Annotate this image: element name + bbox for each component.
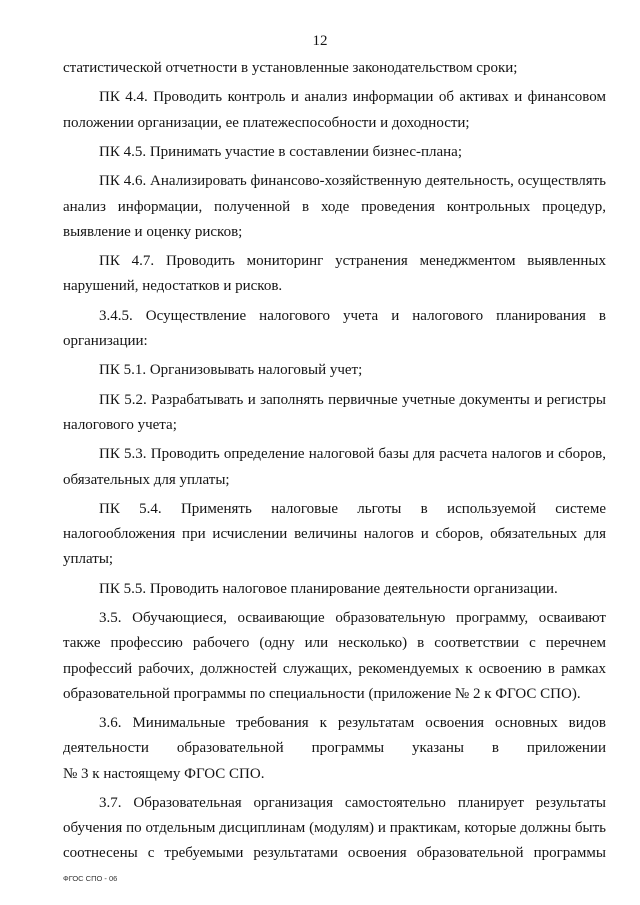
text-line: соотнесены с требуемыми результатами освоения образовательной программы	[63, 845, 606, 862]
document-body	[63, 56, 606, 871]
text-line: анализ информации, полученной в ходе проведения контрольных процедур,	[63, 198, 606, 215]
paragraph	[63, 388, 606, 438]
paragraph	[63, 56, 606, 81]
text-line: ПК 4.4. Проводить контроль и анализ информации об активах и финансовом	[99, 89, 606, 106]
text-line: ПК 4.7. Проводить мониторинг устранения менеджментом выявленных	[99, 253, 606, 270]
text-line: ПК 4.6. Анализировать финансово-хозяйственную деятельность, осуществлять	[99, 173, 606, 190]
text-line: ПК 5.2. Разрабатывать и заполнять первичные учетные документы и регистры	[99, 391, 606, 408]
text-line: также профессию рабочего (одну или несколько) в соответствии с перечнем	[63, 635, 606, 652]
text-line: обязательных для уплаты;	[63, 471, 230, 488]
text-line: уплаты;	[63, 551, 114, 568]
text-line: профессий рабочих, должностей служащих, рекомендуемых к освоению в рамках	[63, 660, 606, 677]
paragraph	[63, 791, 606, 867]
text-line: 3.5. Обучающиеся, осваивающие образовательную программу, осваивают	[99, 610, 606, 627]
paragraph	[63, 358, 606, 383]
paragraph	[63, 711, 606, 787]
text-line: налогового учета;	[63, 416, 177, 433]
page-number: 12	[312, 33, 328, 49]
paragraph	[63, 606, 606, 707]
text-line: положении организации, ее платежеспособности и доходности;	[63, 114, 470, 131]
text-line: ПК 5.3. Проводить определение налоговой базы для расчета налогов и сборов,	[99, 446, 606, 463]
text-line: обучения по отдельным дисциплинам (модулям) и практикам, которые должны быть	[63, 820, 606, 837]
paragraph	[63, 442, 606, 492]
paragraph	[63, 249, 606, 299]
text-line: нарушений, недостатков и рисков.	[63, 278, 283, 295]
text-line: № 3 к настоящему ФГОС СПО.	[63, 765, 265, 782]
text-line: налогообложения при исчислении величины налогов и сборов, обязательных для	[63, 526, 606, 543]
text-line: 3.6. Минимальные требования к результатам освоения основных видов	[99, 715, 606, 732]
paragraph	[63, 140, 606, 165]
text-line: ПК 5.5. Проводить налоговое планирование деятельности организации.	[99, 580, 558, 597]
text-line: организации:	[63, 332, 148, 349]
paragraph	[63, 577, 606, 602]
paragraph	[63, 497, 606, 573]
text-line: ПК 5.1. Организовывать налоговый учет;	[99, 362, 363, 379]
text-line: 3.4.5. Осуществление налогового учета и налогового планирования в	[99, 307, 606, 324]
text-line: ПК 5.4. Применять налоговые льготы в используемой системе	[99, 500, 606, 517]
text-line: статистической отчетности в установленные законодательством сроки;	[63, 60, 518, 76]
paragraph	[63, 169, 606, 245]
paragraph	[63, 304, 606, 354]
text-line: ПК 4.5. Принимать участие в составлении бизнес-плана;	[99, 143, 463, 160]
footer-label: ФГОС СПО - 06	[63, 874, 118, 883]
text-line: выявление и оценку рисков;	[63, 223, 243, 240]
text-line: образовательной программы по специальности (приложение № 2 к ФГОС СПО).	[63, 685, 581, 702]
text-line: 3.7. Образовательная организация самостоятельно планирует результаты	[99, 794, 606, 811]
text-line: деятельности образовательной программы указаны в приложении	[63, 740, 606, 757]
paragraph	[63, 85, 606, 135]
